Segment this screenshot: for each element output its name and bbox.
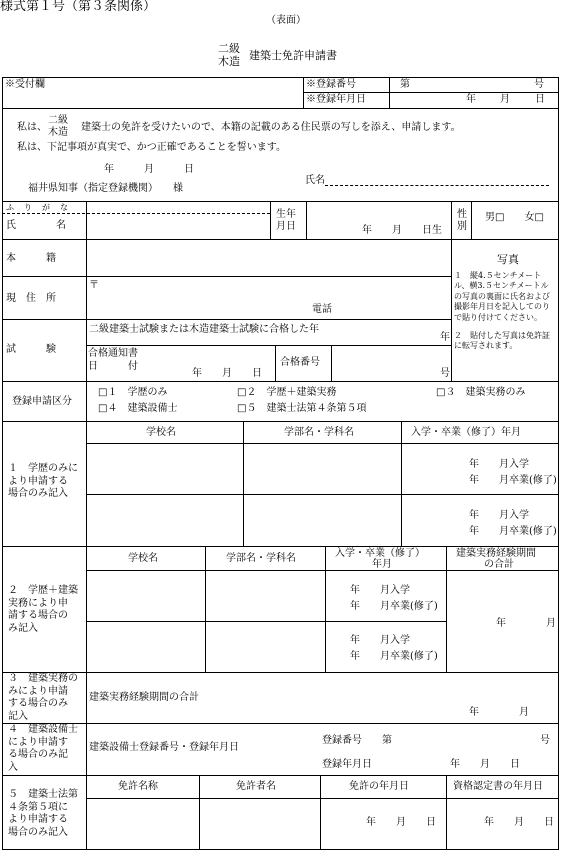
sec2-row1-grad: 年 月卒業(修了) (350, 601, 438, 612)
sec1-row1-grad: 年 月卒業(修了) (469, 475, 557, 486)
exam-year: 年 (440, 332, 450, 343)
exam-text: 二級建築士試験または木造建築士試験に合格した年 (89, 324, 319, 335)
gender-options[interactable]: 男□ 女□ (485, 212, 544, 223)
sec1-row1-enter: 年 月入学 (469, 459, 529, 470)
pass-date-label-2: 日 付 (88, 361, 138, 372)
section1-label: １ 学歴のみに より申請する 場合のみ記入 (8, 463, 78, 499)
declaration-text: 建築士の免許を受けたいので、本籍の記載のある住民票の写しを添え、申請します。 (81, 122, 461, 133)
pass-date-label-1: 合格通知書 (88, 348, 138, 359)
photo-title: 写真 (497, 253, 519, 266)
reg-date-label: ※登録年月日 (306, 94, 366, 105)
sec5-col-holder: 免許者名 (236, 781, 276, 792)
category-opt-1[interactable]: □１ 学歴のみ (98, 387, 168, 398)
gender-label-2: 別 (457, 221, 467, 232)
sec5-col-cert: 資格認定書の年月日 (453, 781, 543, 792)
sec2-col-dates-2: 年月 (372, 559, 392, 570)
category-opt-5[interactable]: □５ 建築士法第４条第５項 (237, 403, 367, 414)
photo-note-1: １ 縦4.５センチメートル、横3.５センチメートルの写真の裏面に氏名および撮影年月日を記入してのりで貼り付けてください。 (454, 271, 550, 322)
category-opt-3[interactable]: □３ 建築実務のみ (436, 387, 526, 398)
sec1-row2-grad: 年 月卒業(修了) (469, 526, 557, 537)
sec1-col-school: 学校名 (146, 427, 176, 438)
title-kind-b: 木造 (218, 55, 240, 68)
reception-label: ※受付欄 (5, 79, 45, 90)
declaration-date: 年 月 日 (104, 164, 194, 175)
sec4-reg-date-ymd: 年 月 日 (450, 759, 520, 770)
furigana-label: ふ り が な (6, 203, 69, 212)
sec4-text: 建築設備士登録番号・登録年月日 (89, 742, 239, 753)
reg-no-prefix: 第 (400, 79, 410, 90)
sec5-col-date: 免許の年月日 (349, 781, 409, 792)
category-label: 登録申請区分 (12, 396, 72, 407)
sec1-row2-enter: 年 月入学 (469, 510, 529, 521)
birth-ymd: 年 月 日生 (362, 225, 442, 236)
sec1-col-dept: 学部名・学科名 (284, 427, 354, 438)
birth-label-1: 生年 (276, 209, 296, 220)
reg-no-suffix: 号 (534, 79, 544, 90)
section3-label: ３ 建築実務の みにより申請 する場合のみ 記入 (8, 673, 78, 722)
honseki-label: 本 籍 (6, 253, 56, 264)
reg-date-day: 日 (535, 94, 545, 105)
category-opt-4[interactable]: □４ 建築設備士 (98, 403, 178, 414)
sec2-col-total-2: の合計 (484, 559, 514, 570)
addressee: 福井県知事（指定登録機関） 様 (28, 183, 183, 194)
name-label: 氏 名 (6, 220, 66, 231)
pass-no-suffix: 号 (440, 368, 450, 379)
pass-date-ymd: 年 月 日 (192, 368, 262, 379)
declaration-kind-a: 二級 (48, 115, 68, 126)
photo-note-2: ２ 貼付した写真は免許証に転写されます。 (454, 331, 550, 351)
sec5-col-license: 免許名称 (118, 781, 158, 792)
phone-label: 電話 (312, 304, 332, 315)
birth-label-2: 月日 (276, 221, 296, 232)
sec4-reg-no-suffix: 号 (540, 735, 550, 746)
declaration-kind-b: 木造 (48, 127, 68, 138)
section4-label: ４ 建築設備士 により申請す る場合のみ記 入 (8, 724, 78, 773)
sec2-total: 年 月 (496, 618, 556, 629)
reg-no-label: ※登録番号 (306, 79, 356, 90)
sec2-col-dept: 学部名・学科名 (226, 553, 296, 564)
title-kind-a: 二級 (218, 42, 240, 55)
address-label: 現 住 所 (6, 293, 56, 304)
reg-date-month: 月 (500, 94, 510, 105)
sec2-col-total-1: 建築実務経験期間 (456, 548, 536, 559)
sec4-reg-no: 登録番号 第 (322, 735, 392, 746)
sec3-text: 建築実務経験期間の合計 (89, 692, 199, 703)
sec5-cert-ymd: 年 月 日 (484, 817, 554, 828)
gender-label-1: 性 (457, 209, 467, 220)
sec2-row2-grad: 年 月卒業(修了) (350, 651, 438, 662)
sec2-col-school: 学校名 (128, 553, 158, 564)
postal-mark: 〒 (89, 280, 99, 291)
sec3-total: 年 月 (469, 707, 529, 718)
side-label: （表面） (266, 15, 306, 26)
form-number: 様式第１号（第３条関係） (0, 0, 157, 14)
sec2-col-dates-1: 入学・卒業（修了） (335, 548, 425, 559)
sec2-row1-enter: 年 月入学 (350, 585, 410, 596)
pass-no-label: 合格番号 (280, 357, 320, 368)
sec2-row2-enter: 年 月入学 (350, 635, 410, 646)
section5-label: ５ 建築士法第 ４条第５項に より申請する 場合のみ記入 (8, 789, 78, 838)
sec4-reg-date: 登録年月日 (322, 759, 372, 770)
sec1-col-dates: 入学・卒業（修了）年月 (411, 427, 521, 438)
reg-date-year: 年 (466, 94, 476, 105)
exam-label: 試 験 (6, 344, 56, 355)
sec5-date-ymd: 年 月 日 (366, 817, 436, 828)
declaration-oath: 私は、下記事項が真実で、かつ正確であることを誓います。 (17, 142, 286, 153)
page-title: 建築士免許申請書 (249, 49, 337, 62)
category-opt-2[interactable]: □２ 学歴＋建築実務 (237, 387, 337, 398)
signature-label: 氏名 (305, 175, 325, 186)
section2-label: ２ 学歴＋建築 実務により申 請する場合の み記入 (8, 585, 78, 634)
declaration-lead: 私は、 (17, 122, 47, 133)
